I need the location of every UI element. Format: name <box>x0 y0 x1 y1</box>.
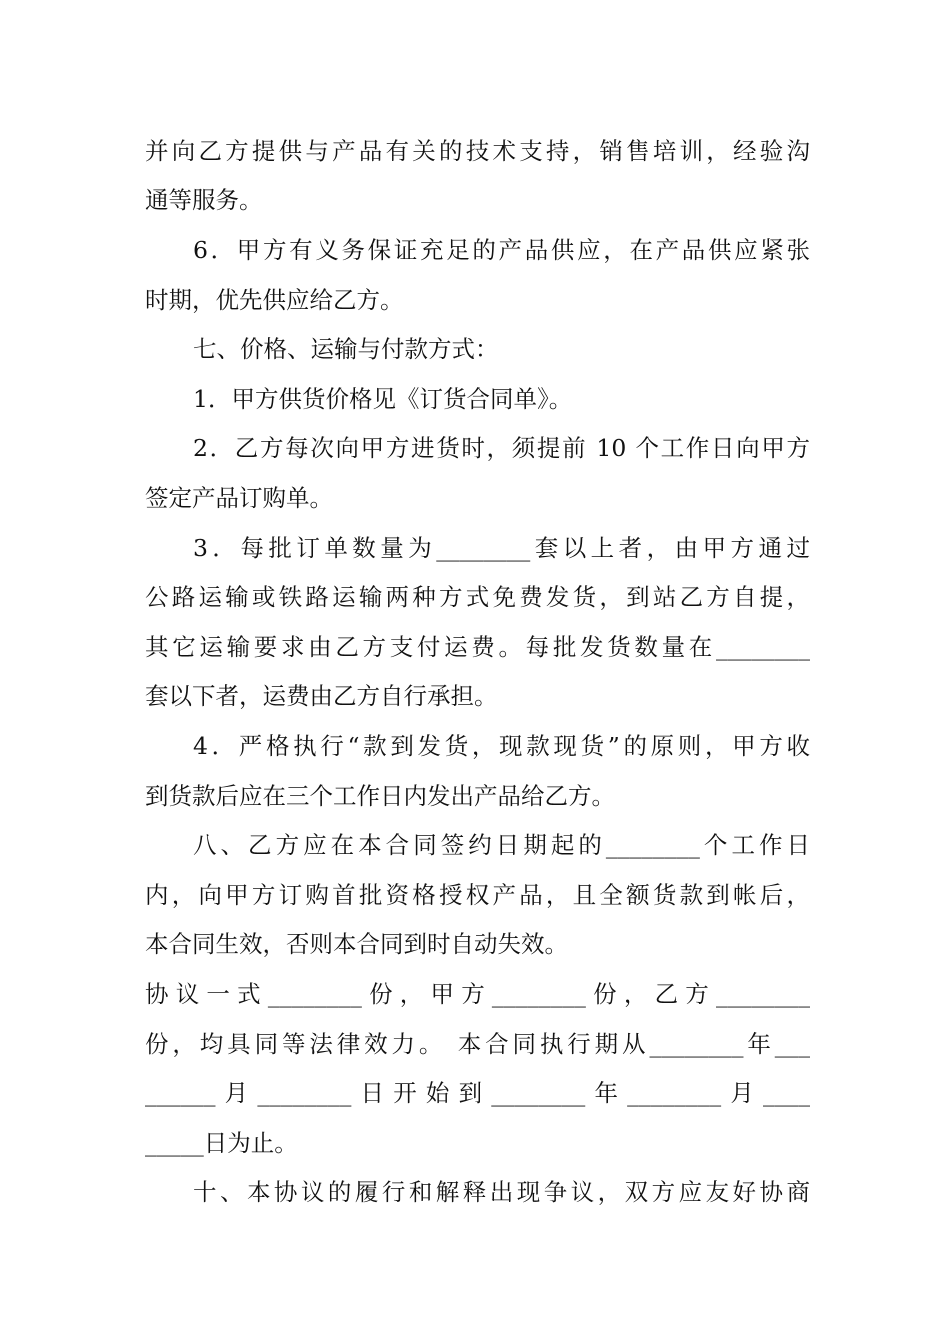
text-line: 并向乙方提供与产品有关的技术支持，销售培训，经验沟 <box>145 137 810 165</box>
text-line: 协议一式________份，甲方________份，乙方________ <box>145 980 810 1008</box>
text-line: 6．甲方有义务保证充足的产品供应，在产品供应紧张 <box>193 236 810 264</box>
text-line: 到货款后应在三个工作日内发出产品给乙方。 <box>145 782 615 810</box>
text-line: 3．每批订单数量为________套以上者，由甲方通过 <box>193 534 810 562</box>
text-line: 签定产品订购单。 <box>145 484 333 512</box>
text-line: 1．甲方供货价格见《订货合同单》。 <box>193 385 573 413</box>
text-line: 2．乙方每次向甲方进货时，须提前 10 个工作日向甲方 <box>193 434 810 462</box>
text-line: ______月________日开始到________年________月____ <box>145 1079 810 1107</box>
text-line: 其它运输要求由乙方支付运费。每批发货数量在________ <box>145 633 810 661</box>
text-line: 通等服务。 <box>145 186 263 214</box>
text-line: 时期，优先供应给乙方。 <box>145 286 404 314</box>
text-line: 内，向甲方订购首批资格授权产品，且全额货款到帐后， <box>145 881 810 909</box>
text-line: 本合同生效，否则本合同到时自动失效。 <box>145 930 568 958</box>
text-line: _____日为止。 <box>145 1129 298 1157</box>
section-heading: 八、乙方应在本合同签约日期起的________个工作日 <box>193 831 810 859</box>
section-heading: 十、本协议的履行和解释出现争议，双方应友好协商 <box>193 1178 810 1206</box>
text-line: 份，均具同等法律效力。 本合同执行期从________年___ <box>145 1030 810 1058</box>
section-heading: 七、价格、运输与付款方式： <box>193 335 499 363</box>
text-line: 公路运输或铁路运输两种方式免费发货，到站乙方自提， <box>145 583 810 611</box>
text-line: 4．严格执行“款到发货，现款现货”的原则，甲方收 <box>193 732 810 760</box>
text-line: 套以下者，运费由乙方自行承担。 <box>145 682 498 710</box>
